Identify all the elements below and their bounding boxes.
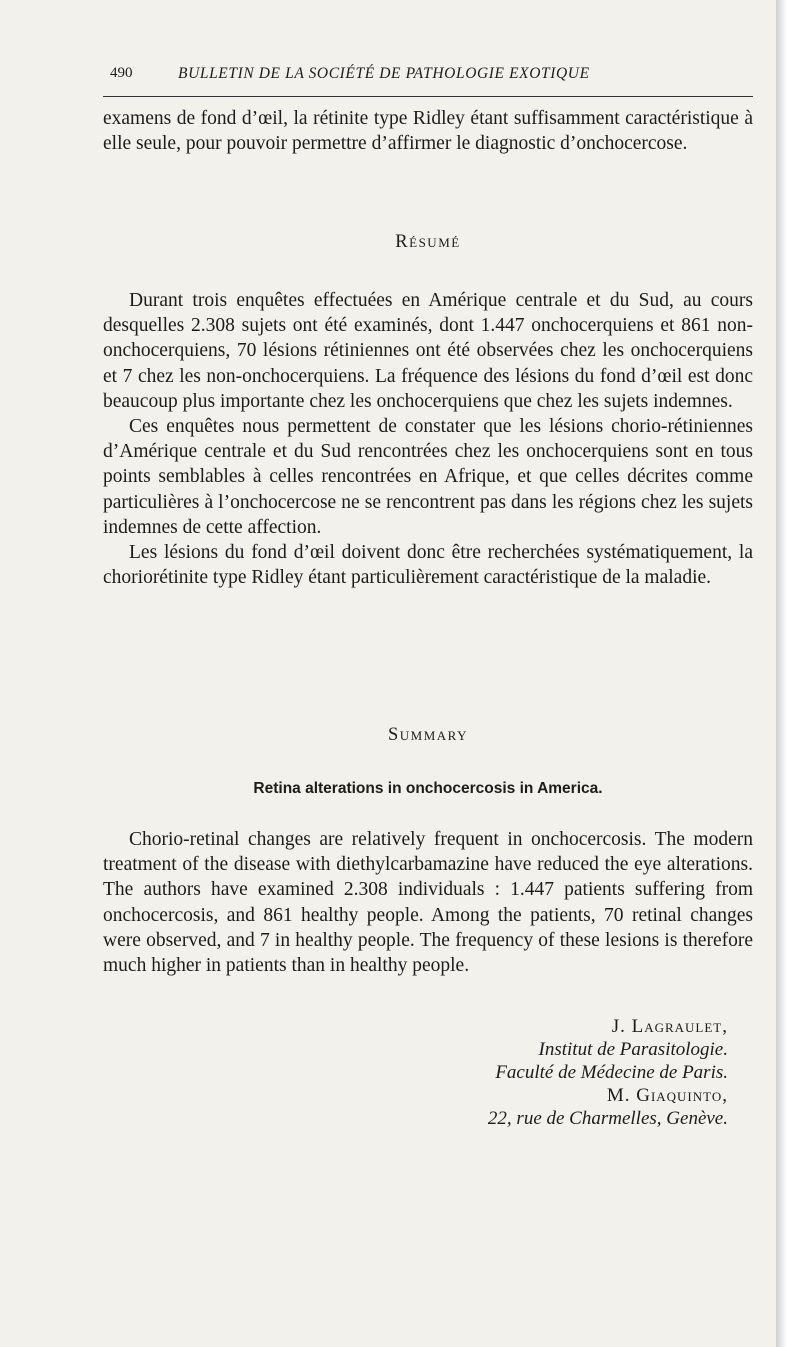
header-rule <box>103 96 753 97</box>
author-affiliation: Institut de Parasitologie. <box>538 1039 728 1060</box>
page-edge <box>776 0 800 1347</box>
summary-body <box>103 827 753 978</box>
resume-paragraph: Les lésions du fond d’œil doivent donc être recherchées systématiquement, la choriorétinite type Ridley étant particulièrement caractéristique de la maladie. <box>103 542 753 589</box>
page-number: 490 <box>110 65 133 81</box>
resume-body <box>103 288 753 590</box>
author-address: 22, rue de Charmelles, Genève. <box>487 1108 728 1129</box>
resume-paragraph: Durant trois enquêtes effectuées en Amérique centrale et du Sud, au cours desquelles 2.308 sujets ont été examinés, dont 1.447 onchocerquiens et 861 non-onchocerquiens, 70 lésions rétiniennes ont été observées chez les onchocerquiens et 7 chez les non-onchocerquiens. La fréquence des lésions du fond d’œil est donc beaucoup plus importante chez les onchocerquiens que chez les sujets indemnes. <box>103 290 753 412</box>
author-name: M. Giaquinto, <box>606 1085 728 1106</box>
journal-title: BULLETIN DE LA SOCIÉTÉ DE PATHOLOGIE EXOTIQUE <box>178 65 590 82</box>
summary-paragraph: Chorio-retinal changes are relatively frequent in onchocercosis. The modern treatment of the disease with diethylcarbamazine have reduced the eye alterations. The authors have examined 2.308 individuals : 1.447 patients suffering from onchocercosis, and 861 healthy people. Among the patients, 70 retinal changes were observed, and 7 in healthy people. The frequency of these lesions is therefore much higher in patients than in healthy people. <box>103 829 753 977</box>
summary-subtitle: Retina alterations in onchocercosis in America. <box>253 780 603 797</box>
resume-paragraph: Ces enquêtes nous permettent de constater que les lésions chorio-rétiniennes d’Amérique centrale et du Sud rencontrées chez les onchocerquiens sont en tous points semblables à celles rencontrées en Afrique, et que celles décrites comme particulières à l’onchocercose ne se rencontrent pas dans les régions chez les sujets indemnes de cette affection. <box>103 416 753 538</box>
resume-heading: Résumé <box>395 232 461 252</box>
author-name: J. Lagraulet, <box>611 1016 728 1037</box>
running-header <box>110 65 750 89</box>
author-affiliation: Faculté de Médecine de Paris. <box>495 1062 728 1083</box>
summary-heading: Summary <box>387 725 469 745</box>
intro-paragraph-block <box>103 106 753 156</box>
signature-block <box>488 1015 728 1130</box>
intro-paragraph: examens de fond d’œil, la rétinite type Ridley étant suffisamment caractéristique à elle seule, pour pouvoir permettre d’affirmer le diagnostic d’onchocercose. <box>103 108 753 155</box>
